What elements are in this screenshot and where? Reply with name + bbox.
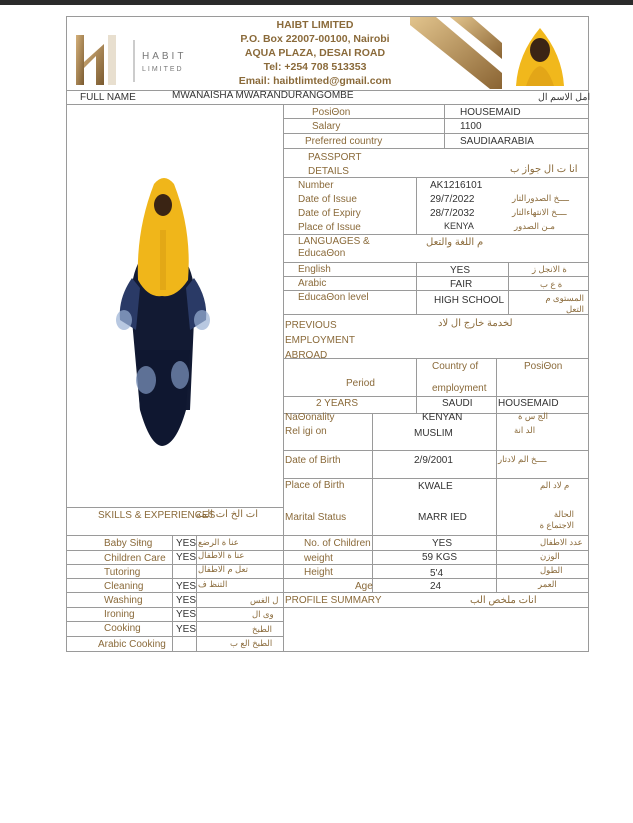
grid-line	[284, 450, 588, 451]
grid-line	[172, 535, 173, 652]
grid-line	[66, 564, 284, 565]
date-of-issue-value: 29/7/2022	[430, 194, 475, 205]
grid-line	[283, 104, 284, 652]
grid-line	[66, 550, 284, 551]
date-of-expiry-arabic: ــــخ الانتهاءالتار	[512, 207, 567, 217]
grid-line	[284, 262, 588, 263]
full-name-arabic: امل الاسم ال	[538, 92, 591, 103]
skill-tutoring-arabic: تعل م الاطفال	[198, 564, 248, 574]
grid-line	[496, 358, 497, 413]
nationality-label: NaΘonality	[285, 412, 335, 423]
education-arabic: المستوى م التعل	[545, 293, 584, 314]
grid-line	[66, 592, 284, 593]
skill-cleaning-arabic: التنظ ف	[198, 579, 228, 589]
company-tel: Tel: +254 708 513353	[263, 61, 367, 73]
date-of-birth-arabic: ــــخ الم لادتار	[498, 454, 547, 464]
previous-position-header: PosiΘon	[524, 361, 563, 372]
salary-value: 1100	[460, 121, 482, 132]
children-count-arabic: عدد الاطفال	[540, 537, 583, 547]
country-of-header-1: Country of	[432, 361, 479, 372]
weight-arabic: الوزن	[540, 551, 560, 561]
grid-line	[284, 118, 588, 119]
marital-status-arabic: الحالة الاجتماع ة	[539, 509, 574, 530]
children-count-value: YES	[432, 538, 453, 549]
position-label: PosiΘon	[312, 107, 351, 118]
logo-word: HABIT	[142, 51, 187, 62]
english-label: English	[298, 264, 331, 275]
skill-baby-sitting-arabic: عنا ة الرضع	[198, 537, 239, 547]
grid-line	[444, 104, 445, 148]
profile-summary-label: PROFILE SUMMARY	[285, 595, 382, 606]
company-address-1: P.O. Box 22007-00100, Nairobi	[240, 33, 390, 45]
religion-arabic: الد انة	[514, 425, 536, 435]
skill-baby-sitting-value: YES	[176, 538, 197, 549]
skill-children-care-label: Children Care	[104, 553, 166, 564]
height-arabic: الطول	[540, 565, 563, 575]
company-name: HAIBT LIMITED	[276, 19, 354, 31]
company-header	[190, 18, 440, 88]
education-value: HIGH SCHOOL	[434, 295, 505, 306]
period-header: Period	[346, 378, 375, 389]
grid-line	[284, 607, 588, 608]
marital-status-label: Marital Status	[285, 512, 347, 523]
skill-children-care-arabic: عنا ة الاطفال	[198, 550, 245, 560]
age-arabic: العمر	[538, 579, 557, 589]
logo-sub: LIMITED	[142, 66, 184, 73]
grid-line	[66, 16, 588, 17]
grid-line	[66, 636, 284, 637]
arabic-value: FAIR	[450, 279, 473, 290]
skill-washing-arabic: ل الغس	[250, 595, 279, 605]
grid-line	[284, 290, 588, 291]
place-of-issue-label: Place of Issue	[298, 222, 361, 233]
place-of-issue-value: KENYA	[444, 221, 474, 231]
decorative-stripes	[410, 17, 502, 89]
skill-cooking-value: YES	[176, 624, 197, 635]
country-of-header-2: employment	[432, 383, 487, 394]
age-value: 24	[430, 581, 442, 592]
date-of-expiry-value: 28/7/2032	[430, 208, 475, 219]
skill-cleaning-label: Cleaning	[104, 581, 144, 592]
grid-line	[66, 104, 588, 105]
languages-header-arabic: م اللغة والتعل	[426, 237, 484, 248]
skills-header: SKILLS & EXPERIENCES	[98, 510, 216, 521]
grid-line	[588, 16, 589, 652]
passport-number-arabic: ــــخ الصدورالتار	[512, 193, 570, 203]
company-email: Email: haibtlimted@gmail.com	[238, 75, 392, 87]
previous-country-value: SAUDI	[442, 398, 473, 409]
grid-line	[416, 358, 417, 413]
nationality-arabic: الج س ة	[518, 411, 548, 421]
salary-label: Salary	[312, 121, 341, 132]
previous-employment-header: PREVIOUS EMPLOYMENT ABROAD	[285, 320, 355, 361]
marital-status-value: MARR IED	[418, 512, 467, 523]
place-of-birth-value: KWALE	[418, 481, 453, 492]
arabic-label: Arabic	[298, 278, 327, 289]
grid-line	[284, 276, 588, 277]
arabic-arabic: ة ع ب	[540, 279, 563, 289]
grid-line	[372, 413, 373, 535]
nationality-value: KENYAN	[422, 412, 463, 423]
weight-value: 59 KGS	[422, 552, 458, 563]
date-of-birth-value: 2/9/2001	[414, 455, 453, 466]
place-of-birth-arabic: م لاد الم	[540, 480, 570, 490]
height-label: Height	[304, 567, 333, 578]
skill-ironing-arabic: وى ال	[252, 609, 274, 619]
skill-baby-sitting-label: Baby Siŧng	[104, 538, 153, 549]
grid-line	[66, 16, 67, 652]
grid-line	[284, 592, 588, 593]
candidate-photo-full	[110, 170, 215, 450]
grid-line	[508, 262, 509, 314]
skill-children-care-value: YES	[176, 552, 197, 563]
previous-position-value: HOUSEMAID	[498, 398, 559, 409]
skill-washing-label: Washing	[104, 595, 143, 606]
grid-line	[66, 651, 588, 652]
skill-cooking-label: Cooking	[104, 623, 141, 634]
grid-line	[284, 133, 588, 134]
grid-line	[66, 607, 284, 608]
passport-header-arabic: انا ت ال جواز ب	[510, 164, 578, 175]
religion-label: Rel igi on	[285, 426, 327, 437]
grid-line	[66, 535, 588, 536]
skill-arabic-cooking-arabic: الطبخ الع ب	[230, 638, 273, 648]
grid-line	[284, 148, 588, 149]
grid-line	[284, 478, 588, 479]
grid-line	[416, 177, 417, 234]
grid-line	[196, 535, 197, 652]
period-value: 2 YEARS	[316, 398, 359, 409]
preferred-country-label: Preferred country	[305, 136, 383, 147]
passport-number-label: Number	[298, 180, 334, 191]
education-label: EducaΘon level	[298, 292, 369, 303]
position-value: HOUSEMAID	[460, 107, 521, 118]
skill-cleaning-value: YES	[176, 581, 197, 592]
skill-ironing-label: Ironing	[104, 609, 135, 620]
grid-line	[284, 396, 588, 397]
full-name-label: FULL NAME	[80, 92, 136, 103]
skill-ironing-value: YES	[176, 609, 197, 620]
profile-summary-arabic: انات ملخص الب	[470, 595, 537, 606]
english-arabic: ة الانجل ز	[532, 264, 567, 274]
skill-washing-value: YES	[176, 595, 197, 606]
skill-arabic-cooking-label: Arabic Cooking	[98, 639, 166, 650]
preferred-country-value: SAUDIAARABIA	[460, 136, 534, 147]
date-of-expiry-label: Date of Expiry	[298, 208, 361, 219]
grid-line	[66, 507, 284, 508]
skill-tutoring-label: Tutoring	[104, 567, 141, 578]
logo-text	[142, 50, 186, 76]
full-name-value: MWANAISHA MWARANDURANGOMBE	[172, 90, 354, 101]
height-value: 5'4	[430, 568, 444, 579]
passport-header: PASSPORT DETAILS	[308, 152, 362, 177]
grid-line	[284, 234, 588, 235]
passport-number-value: AK1216101	[430, 180, 483, 191]
candidate-photo-small	[512, 24, 568, 86]
grid-line	[416, 262, 417, 314]
place-of-issue-arabic: مـن الصدور	[514, 221, 555, 231]
skills-header-arabic: ات الخ ات المه	[196, 509, 258, 520]
english-value: YES	[450, 265, 471, 276]
religion-value: MUSLIM	[414, 428, 453, 439]
place-of-birth-label: Place of Birth	[285, 480, 345, 491]
previous-employment-arabic: لخدمة خارج ال لاد	[438, 318, 513, 329]
grid-line	[66, 621, 284, 622]
weight-label: weight	[304, 553, 333, 564]
languages-header: LANGUAGES & EducaΘon	[298, 236, 370, 259]
grid-line	[496, 413, 497, 535]
top-bar	[0, 0, 633, 5]
grid-line	[66, 578, 284, 579]
skill-cooking-arabic: الطبخ	[252, 624, 272, 634]
company-address-2: AQUA PLAZA, DESAI ROAD	[244, 47, 386, 59]
date-of-issue-label: Date of Issue	[298, 194, 357, 205]
date-of-birth-label: Date of Birth	[285, 455, 341, 466]
age-label: Age	[355, 581, 373, 592]
children-count-label: No. of Children	[304, 538, 371, 549]
